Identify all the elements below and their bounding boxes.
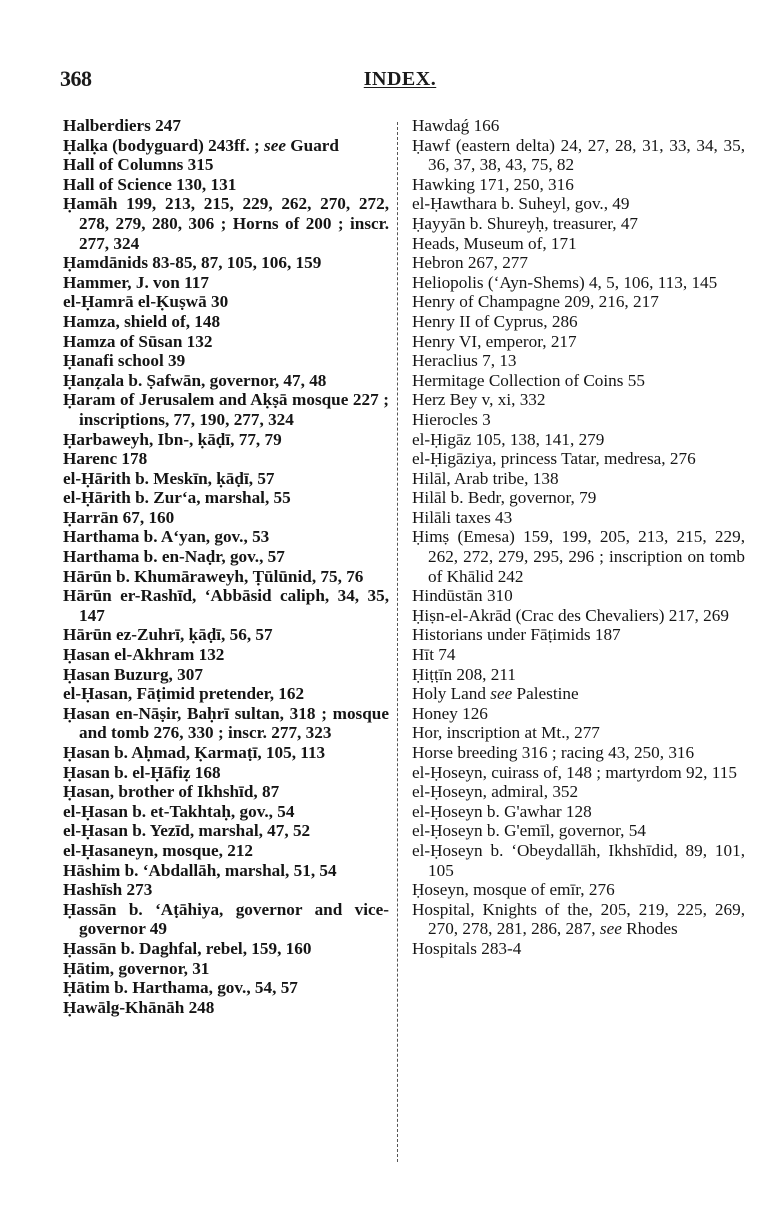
- index-entry: Hall of Science 130, 131: [63, 174, 237, 194]
- see-reference: see: [599, 919, 622, 939]
- index-entry: Ḥalḳa (bodyguard) 243ff. ; see Guard: [63, 135, 339, 155]
- index-entry: Ḥaram of Jerusalem and Aḳṣā mosque 227 ; inscriptions, 77, 190, 277, 324: [63, 390, 389, 429]
- index-entry: Hārūn ez-Zuhrī, ḳāḍī, 56, 57: [63, 625, 273, 645]
- index-entry: Ḥasan, brother of Ikhshīd, 87: [63, 782, 280, 802]
- index-entry: el-Ḥoseyn b. G'awhar 128: [412, 801, 592, 821]
- index-entry: Hierocles 3: [412, 409, 491, 429]
- index-entry: Heraclius 7, 13: [412, 351, 517, 371]
- index-entry: Ḥasan b. Aḥmad, Ḳarmaṭī, 105, 113: [63, 743, 326, 762]
- index-entry: Herz Bey v, xi, 332: [412, 390, 546, 410]
- index-entry: Hebron 267, 277: [412, 253, 528, 273]
- index-entry: Hindūstān 310: [412, 586, 513, 606]
- index-entry: Ḥasan en-Nāṣir, Baḥrī sultan, 318 ; mosque and tomb 276, 330 ; inscr. 277, 323: [63, 703, 389, 743]
- index-entry: Harenc 178: [63, 449, 148, 469]
- index-entry: el-Ḥoseyn b. G'emīl, governor, 54: [412, 821, 646, 841]
- index-entry: Hāshim b. ‘Abdallāh, marshal, 51, 54: [63, 860, 337, 880]
- index-entry: Heads, Museum of, 171: [412, 233, 577, 253]
- index-entry: Hilāl, Arab tribe, 138: [412, 468, 559, 488]
- index-entry: Horse breeding 316 ; racing 43, 250, 316: [412, 743, 695, 762]
- index-entry: Hammer, J. von 117: [63, 272, 209, 292]
- index-entry: Honey 126: [412, 703, 488, 723]
- index-entry: Henry VI, emperor, 217: [412, 331, 577, 351]
- index-entry: el-Ḥoseyn b. ‘Obeydallāh, Ikhshīdid, 89, 101, 105: [412, 840, 745, 880]
- index-column-right: [412, 116, 745, 959]
- index-columns: [63, 116, 745, 1166]
- index-entry: Ḥassān b. ‘Aṭāhiya, governor and vice-governor 49: [63, 899, 389, 939]
- index-entry: Hospitals 283-4: [412, 938, 522, 958]
- index-entry: Henry of Champagne 209, 216, 217: [412, 292, 659, 312]
- see-reference: see: [264, 135, 286, 155]
- index-entry: Hilāl b. Bedr, governor, 79: [412, 488, 597, 508]
- index-entry: el-Ḥigāz 105, 138, 141, 279: [412, 429, 605, 449]
- index-entry: Ḥoseyn, mosque of emīr, 276: [412, 880, 615, 900]
- index-entry: Ḥanẓala b. Ṣafwān, governor, 47, 48: [63, 370, 327, 390]
- index-entry: Ḥimṣ (Emesa) 159, 199, 205, 213, 215, 229, 262, 272, 279, 295, 296 ; inscription on tomb of Khālid 242: [412, 527, 745, 586]
- index-entry: Heliopolis (‘Ayn-Shems) 4, 5, 106, 113, 145: [412, 272, 718, 292]
- index-entry: el-Ḥoseyn, cuirass of, 148 ; martyrdom 92, 115: [412, 762, 737, 782]
- index-entry: Ḥasan el-Akhram 132: [63, 645, 225, 665]
- index-entry: el-Ḥasaneyn, mosque, 212: [63, 840, 254, 860]
- index-entry: Ḥiṭṭīn 208, 211: [412, 664, 516, 684]
- index-entry: Ḥarbaweyh, Ibn-, ḳāḍī, 77, 79: [63, 429, 282, 449]
- see-reference: see: [490, 684, 513, 704]
- index-entry: el-Ḥigāziya, princess Tatar, medresa, 276: [412, 449, 696, 469]
- index-entry: Ḥawālg-Khānāh 248: [63, 997, 215, 1017]
- index-entry: Hawking 171, 250, 316: [412, 174, 574, 194]
- index-entry: Ḥātim b. Harthama, gov., 54, 57: [63, 978, 298, 998]
- index-entry: Ḥayyān b. Shureyḥ, treasurer, 47: [412, 213, 639, 233]
- index-entry: el-Ḥoseyn, admiral, 352: [412, 782, 579, 802]
- index-entry: Hīt 74: [412, 645, 456, 665]
- column-divider: [397, 122, 398, 1162]
- index-entry: Hashīsh 273: [63, 880, 153, 900]
- index-entry: Hamza, shield of, 148: [63, 311, 221, 331]
- index-entry: Hārūn er-Rashīd, ‘Abbāsid caliph, 34, 35, 147: [63, 586, 389, 625]
- index-entry: Henry II of Cyprus, 286: [412, 311, 578, 331]
- index-entry: Hārūn b. Khumāraweyh, Ṭūlūnid, 75, 76: [63, 566, 364, 586]
- index-entry: Ḥasan Buzurg, 307: [63, 664, 203, 684]
- index-entry: Harthama b. A‘yan, gov., 53: [63, 527, 270, 547]
- running-title: INDEX.: [363, 68, 437, 90]
- index-entry: Holy Land see Palestine: [412, 684, 579, 704]
- page-number: 368: [60, 66, 92, 91]
- index-entry: Ḥawf (eastern delta) 24, 27, 28, 31, 33, 34, 35, 36, 37, 38, 43, 75, 82: [412, 135, 745, 175]
- index-entry: Halberdiers 247: [63, 116, 181, 135]
- index-entry: Hamza of Sūsan 132: [63, 331, 213, 351]
- index-entry: Ḥamdānids 83-85, 87, 105, 106, 159: [63, 253, 322, 273]
- index-entry: Hor, inscription at Mt., 277: [412, 723, 600, 743]
- index-entry: el-Ḥasan b. Yezīd, marshal, 47, 52: [63, 821, 311, 841]
- index-entry: Ḥamāh 199, 213, 215, 229, 262, 270, 272, 278, 279, 280, 306 ; Horns of 200 ; inscr. 277, 324: [63, 194, 389, 253]
- index-entry: Historians under Fāṭimids 187: [412, 625, 621, 645]
- index-entry: Hermitage Collection of Coins 55: [412, 370, 645, 390]
- index-entry: el-Ḥārith b. Meskīn, ḳāḍī, 57: [63, 468, 275, 488]
- index-entry: Ḥarrān 67, 160: [63, 507, 175, 527]
- index-entry: el-Ḥawthara b. Suheyl, gov., 49: [412, 194, 630, 214]
- index-entry: Hawdaǵ 166: [412, 116, 500, 135]
- index-entry: el-Ḥārith b. Zur‘a, marshal, 55: [63, 488, 291, 508]
- index-entry: Hall of Columns 315: [63, 155, 214, 175]
- index-entry: Ḥasan b. el-Ḥāfiẓ 168: [63, 762, 221, 782]
- index-entry: Ḥātim, governor, 31: [63, 958, 210, 978]
- index-entry: Ḥanafi school 39: [63, 351, 186, 371]
- index-entry: Hospital, Knights of the, 205, 219, 225, 269, 270, 278, 281, 286, 287, see Rhodes: [412, 899, 745, 939]
- index-entry: Hilāli taxes 43: [412, 507, 513, 527]
- index-entry: el-Ḥamrā el-Ḳuṣwā 30: [63, 292, 229, 312]
- index-entry: el-Ḥasan, Fāṭimid pretender, 162: [63, 684, 305, 704]
- page-header: [60, 66, 740, 96]
- index-entry: Ḥassān b. Daghfal, rebel, 159, 160: [63, 938, 312, 958]
- index-column-left: [63, 116, 389, 1017]
- index-entry: Harthama b. en-Naḍr, gov., 57: [63, 547, 285, 567]
- index-entry: Ḥiṣn-el-Akrād (Crac des Chevaliers) 217, 269: [412, 605, 729, 625]
- index-entry: el-Ḥasan b. et-Takhtaḥ, gov., 54: [63, 801, 295, 821]
